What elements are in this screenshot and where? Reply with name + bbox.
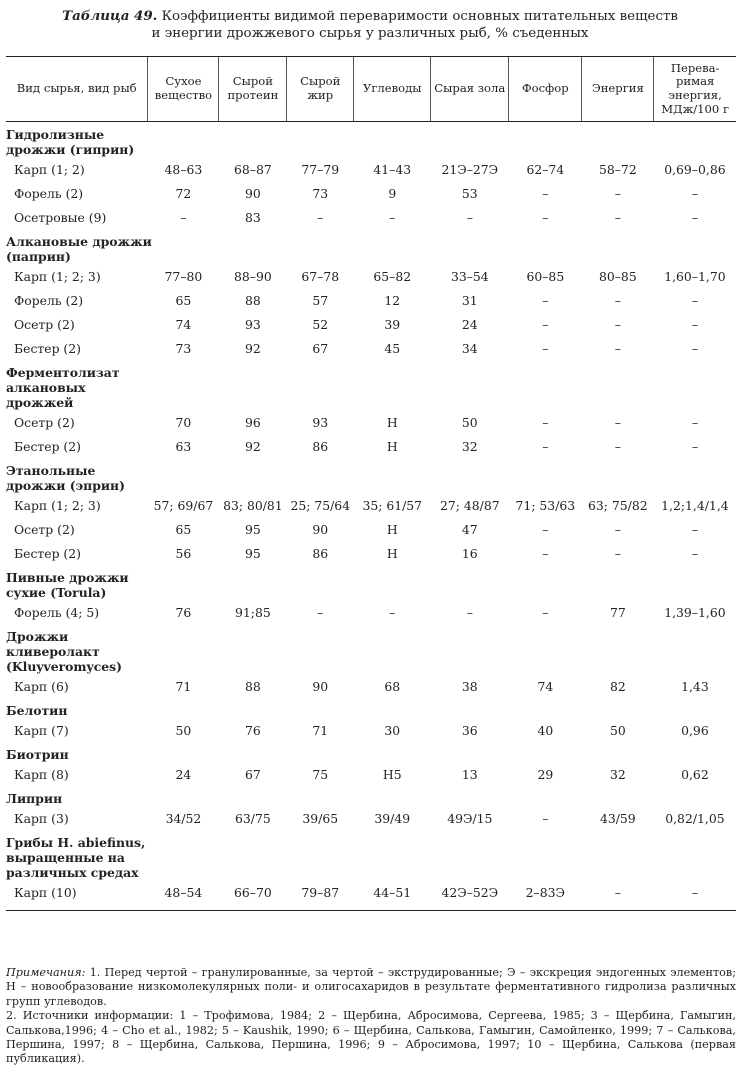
value-cell: 93: [244, 316, 261, 332]
value-cell: 0,96: [681, 722, 709, 738]
value-cell: 39/65: [302, 810, 339, 826]
fish-name-cell: Бестер (2): [14, 438, 81, 454]
section-title-text: Белотин: [6, 703, 68, 718]
value-cell: –: [542, 316, 549, 332]
caption-line-2: и энергии дрожжевого сырья у различных рыб, % съеденных: [151, 26, 589, 41]
value-cell: –: [389, 604, 396, 620]
value-cell: –: [542, 810, 549, 826]
section-title: [6, 565, 736, 600]
section-row: [6, 360, 736, 410]
section-title: [6, 786, 736, 806]
fish-name-cell: Осетровые (9): [14, 209, 107, 225]
value-cell: 34: [461, 340, 478, 356]
fish-name-cell: Бестер (2): [14, 545, 81, 561]
value-cell: Н5: [382, 766, 402, 782]
table-row: [6, 762, 736, 786]
section-title-text: Алкановые дрожжи (паприн): [6, 234, 152, 264]
table-row: [6, 493, 736, 517]
value-cell: 71: [175, 678, 192, 694]
table-row: [6, 288, 736, 312]
value-cell: 92: [244, 438, 261, 454]
value-cell: 60–85: [526, 268, 565, 284]
section-title: [6, 698, 736, 718]
value-cell: 96: [244, 414, 261, 430]
value-cell: 49Э/15: [447, 810, 493, 826]
value-cell: 45: [384, 340, 401, 356]
value-cell: 63; 75/82: [588, 497, 648, 513]
value-cell: 83: [244, 209, 261, 225]
caption-line-1: Коэффициенты видимой переваримости основных питательных веществ: [161, 9, 678, 24]
value-cell: 36: [461, 722, 478, 738]
value-cell: Н: [386, 438, 398, 454]
value-cell: –: [317, 209, 324, 225]
value-cell: –: [317, 604, 324, 620]
value-cell: 1,39–1,60: [664, 604, 726, 620]
value-cell: 57; 69/67: [153, 497, 214, 513]
value-cell: –: [614, 521, 621, 537]
value-cell: 48–63: [164, 161, 203, 177]
value-cell: 71: [312, 722, 329, 738]
column-header: Сырой протеин: [219, 57, 287, 122]
section-row: [6, 229, 736, 264]
value-cell: 71; 53/63: [515, 497, 576, 513]
fish-name-cell: Осетр (2): [14, 316, 75, 332]
value-cell: 74: [537, 678, 554, 694]
column-header: Углеводы: [354, 57, 431, 122]
value-cell: 44–51: [354, 880, 431, 911]
section-title-text: Пивные дрожжи сухие (Torula): [6, 570, 129, 600]
value-cell: 40: [537, 722, 554, 738]
value-cell: 35; 61/57: [362, 497, 423, 513]
value-cell: –: [691, 292, 699, 308]
value-cell: –: [582, 880, 654, 911]
value-cell: 31: [461, 292, 478, 308]
value-cell: 50: [609, 722, 626, 738]
value-cell: –: [691, 414, 699, 430]
table-row: [6, 600, 736, 624]
column-header: Перева-римая энергия, МДж/100 г: [654, 57, 736, 122]
section-row: [6, 830, 736, 880]
value-cell: 68: [384, 678, 401, 694]
value-cell: –: [542, 414, 549, 430]
fish-name-cell: Карп (6): [14, 678, 69, 694]
value-cell: 29: [537, 766, 554, 782]
table-row: [6, 181, 736, 205]
value-cell: 68–87: [234, 161, 272, 177]
fish-name-cell: Форель (2): [14, 185, 84, 201]
value-cell: 12: [384, 292, 401, 308]
fish-name-cell: Форель (4; 5): [14, 604, 100, 620]
value-cell: 72: [175, 185, 192, 201]
value-cell: 86: [312, 438, 329, 454]
value-cell: 58–72: [598, 161, 637, 177]
note-2: 2. Источники информации: 1 – Трофимова, 1984; 2 – Щербина, Абросимова, Сергеева, 1985; 3 – Щербина, Гамыгин, Салькова,1996; 4 – Cho et al., 1982; 5 – Kaushik, 1990; 6 – Щербина, Салькова, Гамыгин, Самойленко, 1999; 7 – Салькова, Першина, 1997; 8 – Щербина, Салькова, Першина, 1996; 9 – Абросимова, 1997; 10 – Щербина, Салькова (первая публикация).: [6, 1009, 736, 1066]
fish-name-cell: Форель (2): [14, 292, 84, 308]
value-cell: 67: [312, 340, 329, 356]
value-cell: 1,2;1,4/1,4: [661, 497, 729, 513]
value-cell: 2–83Э: [509, 880, 582, 911]
value-cell: 75: [312, 766, 329, 782]
section-title-text: Гидролизные дрожжи (гиприн): [6, 127, 135, 157]
value-cell: –: [542, 209, 549, 225]
value-cell: –: [180, 209, 187, 225]
value-cell: –: [542, 340, 549, 356]
value-cell: 63: [175, 438, 192, 454]
column-header: Фосфор: [509, 57, 582, 122]
value-cell: 88: [244, 292, 261, 308]
digestibility-table: [6, 56, 736, 911]
value-cell: 50: [175, 722, 192, 738]
section-row: [6, 458, 736, 493]
fish-name-cell: Карп (8): [14, 766, 69, 782]
value-cell: –: [691, 316, 699, 332]
section-row: [6, 786, 736, 806]
value-cell: 43/59: [599, 810, 636, 826]
fish-name-cell: Карп (10): [6, 880, 148, 911]
value-cell: 21Э–27Э: [441, 161, 499, 177]
value-cell: 41–43: [373, 161, 412, 177]
value-cell: 63/75: [235, 810, 271, 826]
value-cell: –: [389, 209, 396, 225]
value-cell: 27; 48/87: [440, 497, 500, 513]
table-row: [6, 410, 736, 434]
value-cell: 0,62: [681, 766, 709, 782]
value-cell: 73: [175, 340, 192, 356]
notes-label: Примечания:: [6, 966, 86, 979]
value-cell: 93: [312, 414, 329, 430]
value-cell: 77–80: [164, 268, 203, 284]
value-cell: 9: [388, 185, 397, 201]
value-cell: –: [466, 604, 473, 620]
column-header: Сырая зола: [431, 57, 509, 122]
table-row: [6, 434, 736, 458]
value-cell: –: [614, 185, 621, 201]
value-cell: 32: [609, 766, 626, 782]
value-cell: –: [691, 209, 699, 225]
column-header: Сырой жир: [287, 57, 354, 122]
value-cell: 74: [175, 316, 192, 332]
column-header: Сухое вещество: [148, 57, 219, 122]
value-cell: –: [542, 521, 549, 537]
table-row: [6, 806, 736, 830]
section-title: [6, 830, 736, 880]
value-cell: 80–85: [598, 268, 637, 284]
value-cell: 90: [312, 521, 329, 537]
value-cell: –: [691, 545, 699, 561]
value-cell: –: [691, 438, 699, 454]
value-cell: 1,60–1,70: [664, 268, 726, 284]
value-cell: 76: [175, 604, 192, 620]
table-row: [6, 312, 736, 336]
value-cell: 32: [461, 438, 478, 454]
value-cell: 39/49: [374, 810, 411, 826]
value-cell: 62–74: [526, 161, 565, 177]
fish-name-cell: Карп (7): [14, 722, 69, 738]
value-cell: –: [614, 292, 621, 308]
value-cell: 66–70: [219, 880, 287, 911]
value-cell: –: [466, 209, 473, 225]
table-caption: [0, 8, 740, 42]
fish-name-cell: Бестер (2): [14, 340, 81, 356]
section-row: [6, 565, 736, 600]
value-cell: 91;85: [235, 604, 271, 620]
value-cell: Н: [386, 521, 398, 537]
value-cell: 73: [312, 185, 329, 201]
note-1-text: 1. Перед чертой – гранулированные, за чертой – экструдированные; Э – экскреция эндогенных элементов; Н – новообразование низкомолекулярных поли- и олигосахаридов в результате ферментативного гидролиза различных групп углеводов.: [6, 966, 736, 1008]
value-cell: 90: [312, 678, 329, 694]
value-cell: 0,82/1,05: [665, 810, 725, 826]
value-cell: 52: [312, 316, 329, 332]
value-cell: 50: [461, 414, 478, 430]
value-cell: –: [654, 880, 736, 911]
section-row: [6, 698, 736, 718]
value-cell: –: [691, 521, 699, 537]
value-cell: 34/52: [165, 810, 202, 826]
value-cell: –: [542, 438, 549, 454]
value-cell: 13: [461, 766, 478, 782]
value-cell: –: [691, 340, 699, 356]
section-title-text: Дрожжи кливеролакт (Kluyveromyces): [6, 629, 122, 674]
section-title-text: Грибы H. abiefinus, выращенные на различных средах: [6, 835, 146, 880]
table-row: [6, 880, 736, 911]
value-cell: 86: [312, 545, 329, 561]
value-cell: 70: [175, 414, 192, 430]
value-cell: 67: [244, 766, 261, 782]
value-cell: 48–54: [148, 880, 219, 911]
value-cell: 79–87: [287, 880, 354, 911]
value-cell: 88–90: [234, 268, 272, 284]
value-cell: 47: [461, 521, 478, 537]
section-title: [6, 122, 736, 158]
fish-name-cell: Осетр (2): [14, 414, 75, 430]
value-cell: 65–82: [373, 268, 412, 284]
value-cell: 82: [609, 678, 626, 694]
value-cell: 30: [384, 722, 401, 738]
value-cell: 16: [461, 545, 478, 561]
value-cell: –: [614, 316, 621, 332]
value-cell: 65: [175, 521, 192, 537]
value-cell: –: [614, 438, 621, 454]
value-cell: 77–79: [301, 161, 340, 177]
value-cell: –: [614, 209, 621, 225]
fish-name-cell: Карп (1; 2; 3): [14, 497, 101, 513]
fish-name-cell: Карп (3): [14, 810, 69, 826]
value-cell: 65: [175, 292, 192, 308]
value-cell: –: [614, 545, 621, 561]
section-title: [6, 624, 736, 674]
value-cell: 0,69–0,86: [664, 161, 726, 177]
section-row: [6, 122, 736, 158]
table-row: [6, 541, 736, 565]
value-cell: –: [542, 545, 549, 561]
column-header: Энергия: [582, 57, 654, 122]
note-1: [6, 966, 736, 1009]
table-row: [6, 264, 736, 288]
value-cell: 92: [244, 340, 261, 356]
value-cell: 1,43: [681, 678, 709, 694]
value-cell: Н: [386, 414, 398, 430]
value-cell: 67–78: [301, 268, 340, 284]
column-header: Вид сырья, вид рыб: [6, 57, 148, 122]
table-row: [6, 205, 736, 229]
header-row: [6, 57, 736, 122]
value-cell: 39: [384, 316, 401, 332]
section-title: [6, 229, 736, 264]
table-row: [6, 718, 736, 742]
value-cell: 83; 80/81: [223, 497, 283, 513]
value-cell: 95: [244, 545, 261, 561]
notes: [6, 966, 736, 1067]
fish-name-cell: Карп (1; 2; 3): [14, 268, 101, 284]
value-cell: –: [542, 292, 549, 308]
value-cell: –: [614, 340, 621, 356]
value-cell: 25; 75/64: [290, 497, 351, 513]
fish-name-cell: Карп (1; 2): [14, 161, 85, 177]
section-title-text: Ферментолизат алкановых дрожжей: [6, 365, 120, 410]
section-title: [6, 458, 736, 493]
table-row: [6, 674, 736, 698]
value-cell: Н: [386, 545, 398, 561]
value-cell: 24: [461, 316, 478, 332]
value-cell: –: [691, 185, 699, 201]
value-cell: 95: [244, 521, 261, 537]
table-row: [6, 336, 736, 360]
table-number: Таблица 49.: [62, 8, 158, 24]
table-row: [6, 157, 736, 181]
table-row: [6, 517, 736, 541]
section-row: [6, 624, 736, 674]
value-cell: 90: [244, 185, 261, 201]
value-cell: 76: [244, 722, 261, 738]
value-cell: –: [542, 185, 549, 201]
table-body: [6, 122, 736, 911]
value-cell: 24: [175, 766, 192, 782]
value-cell: 33–54: [450, 268, 489, 284]
section-title: [6, 360, 736, 410]
section-title: [6, 742, 736, 762]
value-cell: 53: [461, 185, 478, 201]
value-cell: 56: [175, 545, 192, 561]
value-cell: –: [614, 414, 621, 430]
section-title-text: Липрин: [6, 791, 63, 806]
value-cell: 77: [609, 604, 626, 620]
value-cell: 42Э–52Э: [431, 880, 509, 911]
fish-name-cell: Осетр (2): [14, 521, 75, 537]
value-cell: –: [542, 604, 549, 620]
section-title-text: Биотрин: [6, 747, 69, 762]
value-cell: 38: [461, 678, 478, 694]
value-cell: 57: [312, 292, 329, 308]
value-cell: 88: [244, 678, 261, 694]
section-title-text: Этанольные дрожжи (эприн): [6, 463, 125, 493]
section-row: [6, 742, 736, 762]
